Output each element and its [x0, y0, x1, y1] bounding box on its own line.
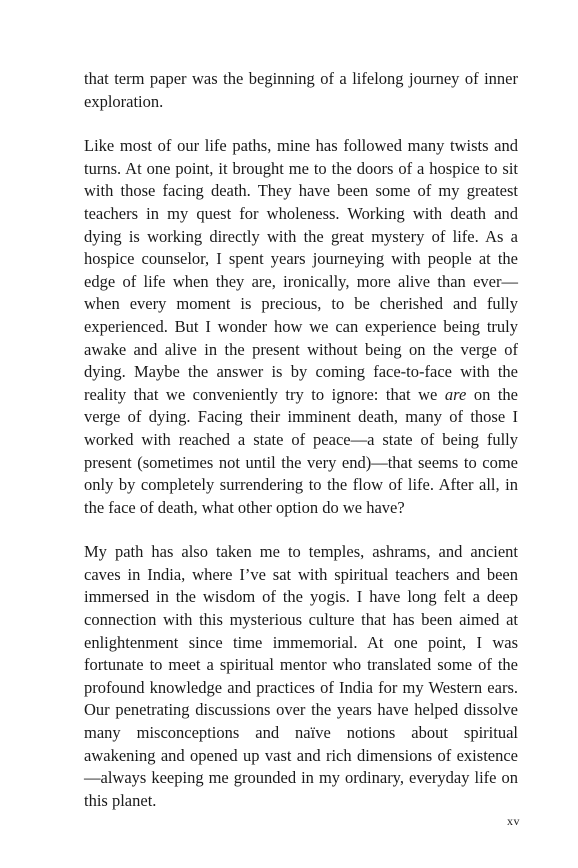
- paragraph-2-text-before: Like most of our life paths, mine has followed many twists and turns. At one point, it brought me to the doors of a hospice to sit with those facing death. They have been some of my greatest teachers in my quest for wholeness. Working with death and dying is working directly with the great mystery of life. As a hospice counselor, I spent years journeying with people at the edge of life when they are, ironically, more alive than ever—when every moment is precious, to be cherished and fully experienced. But I wonder how we can experience being truly awake and alive in the present without being on the verge of dying. Maybe the answer is by coming face-to-face with the reality that we conveniently try to ignore: that we: [84, 136, 518, 404]
- paragraph-1: [84, 68, 518, 113]
- paragraph-3: [84, 541, 518, 812]
- paragraph-2-emphasis: are: [444, 384, 467, 404]
- paragraph-3-text: My path has also taken me to temples, ashrams, and ancient caves in India, where I’ve sat with spiritual teachers and been immersed in the wisdom of the yogis. I have long felt a deep connection with this mysterious culture that has been aimed at enlightenment since time immemorial. At one point, I was fortunate to meet a spiritual mentor who translated some of the profound knowledge and practices of India for my Western ears. Our penetrating discussions over the years have helped dissolve many misconceptions and naïve notions about spiritual awakening and opened up vast and rich dimensions of existence—always keeping me grounded in my ordinary, everyday life on this planet.: [84, 542, 518, 810]
- paragraph-2-text-after: on the verge of dying. Facing their imminent death, many of those I worked with reached a state of peace—a state of being fully present (sometimes not until the very end)—that seems to come only by completely surrendering to the flow of life. After all, in the face of death, what other option do we have?: [84, 384, 518, 517]
- page-number: xv: [507, 814, 520, 828]
- paragraph-1-text: that term paper was the beginning of a lifelong journey of inner exploration.: [84, 69, 518, 111]
- paragraph-2: [84, 135, 518, 519]
- body-text: [84, 68, 518, 834]
